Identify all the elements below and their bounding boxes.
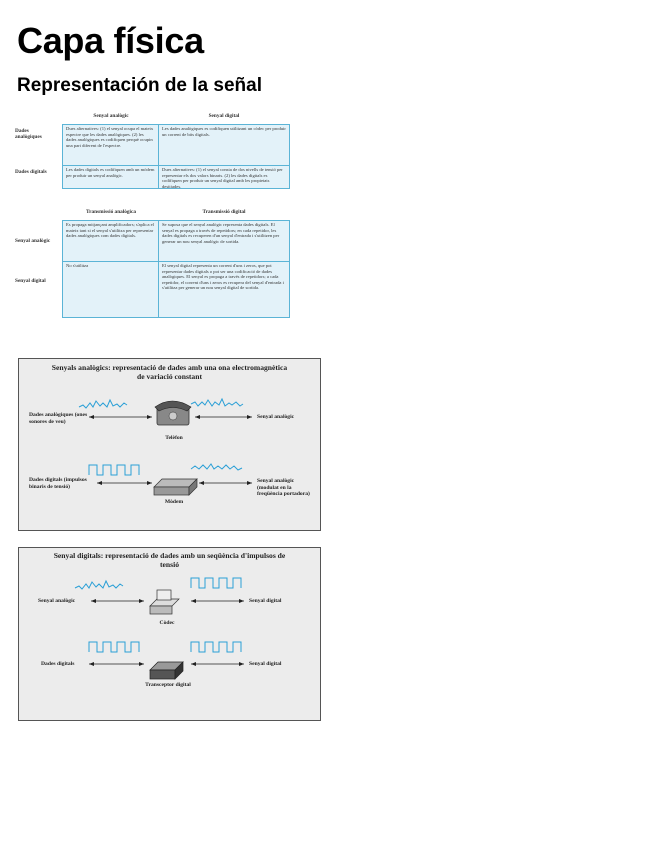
figure2-title: Senyal digitals: representació de dades amb un seqüència d'impulsos de tensió — [53, 551, 286, 569]
table2-col-header-0: Transmissió analògica — [85, 209, 137, 215]
table-cell: Se suposa que el senyal analògic representa dades digitals. El senyal es propaga a través de repetidors; en cada repetidor, les dades digitals es recuperen d'un senyal d'entrada i s'utilitzen per generar un nou senyal analògic de sortida. — [162, 222, 280, 244]
table1-grid — [62, 124, 290, 189]
figure2-top-right-label: Senyal digital — [249, 598, 282, 604]
table1-row-header-1: Dades digitals — [15, 169, 47, 175]
figure-digital-signals — [18, 547, 321, 721]
table1-col-header-1: Senyal digital — [208, 113, 240, 119]
telephone-icon — [155, 401, 191, 425]
table-cell: Dues alternatives: (1) el senyal consta de dos nivells de tensió per representar els dos valors binaris. (2) les dades digitals es codifiquen per produir un senyal digital amb les propietats desitjades. — [162, 167, 283, 188]
table2-row-header-0: Senyal analògic — [15, 238, 51, 244]
figure2-top-left-label: Senyal analògic — [38, 598, 76, 604]
table-cell: Les dades analògiques es codifiquen utilitzant un còdec per produir un corrent de bits digitals. — [162, 126, 286, 137]
figure2-bottom-left-label: Dades digitals — [41, 661, 75, 667]
table2-row-header-1: Senyal digital — [15, 278, 46, 284]
figure2-diagram — [19, 548, 320, 720]
table1-row-header-0: Dades analògiques — [15, 128, 42, 140]
figure1-top-left-label: Dades analògiques (ones sonores de veu) — [29, 412, 88, 425]
analog-wave-icon — [75, 581, 123, 589]
figure1-title: Senyals analògics: representació de dades amb una ona electromagnètica de variació constant — [51, 363, 288, 381]
table-cell: Les dades digitals es codifiquen amb un mòdem per produir un senyal analògic. — [66, 167, 155, 178]
figure1-top-right-label: Senyal analògic — [257, 414, 295, 420]
table-cell: El senyal digital representa un corrent d'uns i zeros, que pot representar dades digitals o pot ser una codificació de dades analògiques. El senyal es propaga a través de repetidors; a cada repetidor, el corrent d'uns i zeros es recupera del senyal d'entrada i s'utilitza per generar un nou senyal digital de sortida. — [162, 263, 284, 291]
analog-wave-icon — [79, 400, 127, 408]
analog-wave-icon — [191, 464, 242, 470]
transceiver-icon — [150, 662, 183, 679]
figure1-bottom-right-label: Senyal analògic (modulat en la freqüència portadora) — [257, 478, 310, 498]
figure2-bottom-right-label: Senyal digital — [249, 661, 282, 667]
digital-pulse-icon — [89, 465, 139, 475]
table-cell: No s'utilitza — [66, 263, 89, 268]
digital-pulse-icon — [191, 642, 241, 652]
figure2-top-device-label: Còdec — [159, 620, 175, 626]
table2-grid — [62, 220, 290, 318]
table-cell: Dues alternatives: (1) el senyal ocupa el mateix espectre que les dades analògiques. (2) les dades analògiques es codifiquen perquè ocupin una part diferent de l'espectre. — [66, 126, 154, 148]
digital-pulse-icon — [191, 578, 241, 588]
analog-wave-icon — [191, 399, 243, 406]
table2-col-header-1: Transmissió digital — [202, 209, 246, 215]
digital-pulse-icon — [89, 642, 139, 652]
codec-icon — [150, 590, 179, 614]
figure1-top-device-label: Telèfon — [165, 435, 183, 441]
table-signal-representation — [15, 114, 295, 194]
modem-icon — [154, 479, 197, 495]
figure2-bottom-device-label: Transceptor digital — [145, 682, 191, 688]
table1-col-header-0: Senyal analògic — [93, 113, 129, 119]
figure-analog-signals — [18, 358, 321, 531]
figure1-bottom-left-label: Dades digitals (impulsos binaris de tensió) — [29, 477, 87, 490]
figure1-bottom-device-label: Mòdem — [164, 499, 184, 505]
table-cell: Es propaga mitjançant amplificadors; s'aplica el mateix tant si el senyal s'utilitza per representar dades analògiques com dades digitals. — [66, 222, 154, 239]
page-title: Capa física — [17, 20, 204, 61]
table-signal-transmission — [15, 210, 295, 320]
page-subtitle: Representación de la señal — [17, 75, 262, 96]
